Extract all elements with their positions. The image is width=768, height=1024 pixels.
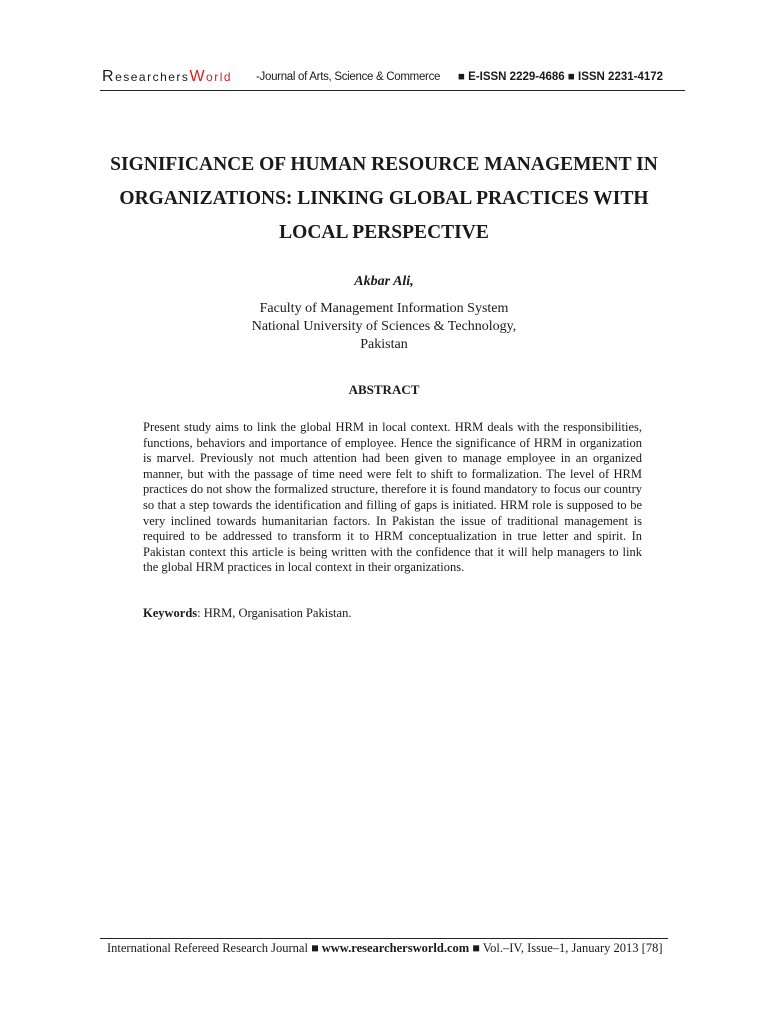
- affiliation-line-2: National University of Sciences & Technology,: [251, 319, 517, 334]
- keywords: [143, 606, 642, 622]
- logo-word-esearchers: esearchers: [115, 70, 190, 84]
- running-footer: [100, 938, 668, 955]
- running-header: [100, 68, 685, 91]
- affiliation-line-3: Pakistan: [360, 337, 408, 352]
- title-line-3: LOCAL PERSPECTIVE: [279, 222, 489, 243]
- affiliation-line-1: Faculty of Management Information System: [259, 301, 509, 316]
- author-name: Akbar Ali,: [354, 274, 414, 289]
- footer-text: [107, 941, 662, 956]
- journal-logo: [102, 68, 232, 86]
- abstract-heading: ABSTRACT: [348, 382, 420, 397]
- abstract-text: Present study aims to link the global HRM in local context. HRM deals with the responsibilities, functions, behaviors and importance of employee. Hence the significance of HRM in organization is marvel. Previously not much attention had been given to manage employee in an organized manner, but with the passage of time need were felt to shift to formalization. The level of HRM practices do not show the formalized structure, therefore it is found mandatory to focus our country so that a step towards the identification and filling of gaps is initiated. HRM role is supposed to be very inclined towards humanitarian factors. In Pakistan the issue of traditional management is required to be addressed to transform it to HRM conceptualization in true letter and spirit. In Pakistan context this article is being written with the confidence that it will help managers to link the global HRM practices in local context in their organizations.: [143, 420, 642, 575]
- footer-issue: ■ Vol.–IV, Issue–1, January 2013 [78]: [469, 941, 663, 955]
- logo-word-orld: orld: [206, 70, 233, 84]
- issn-numbers: ■ E-ISSN 2229-4686 ■ ISSN 2231-4172: [458, 71, 664, 83]
- author-affiliation: [0, 300, 768, 354]
- logo-letter-r: R: [102, 68, 116, 85]
- title-line-1: SIGNIFICANCE OF HUMAN RESOURCE MANAGEMENT IN: [110, 154, 658, 175]
- footer-website-link[interactable]: www.researchersworld.com: [321, 941, 470, 955]
- paper-title: [90, 148, 678, 250]
- keywords-label: Keywords: [143, 606, 198, 620]
- footer-journal-type: International Refereed Research Journal ■: [107, 941, 322, 955]
- logo-letter-w: W: [189, 68, 207, 85]
- journal-name: -Journal of Arts, Science & Commerce: [256, 71, 441, 83]
- keywords-text: : HRM, Organisation Pakistan.: [197, 606, 352, 620]
- title-line-2: ORGANIZATIONS: LINKING GLOBAL PRACTICES WITH: [119, 188, 649, 209]
